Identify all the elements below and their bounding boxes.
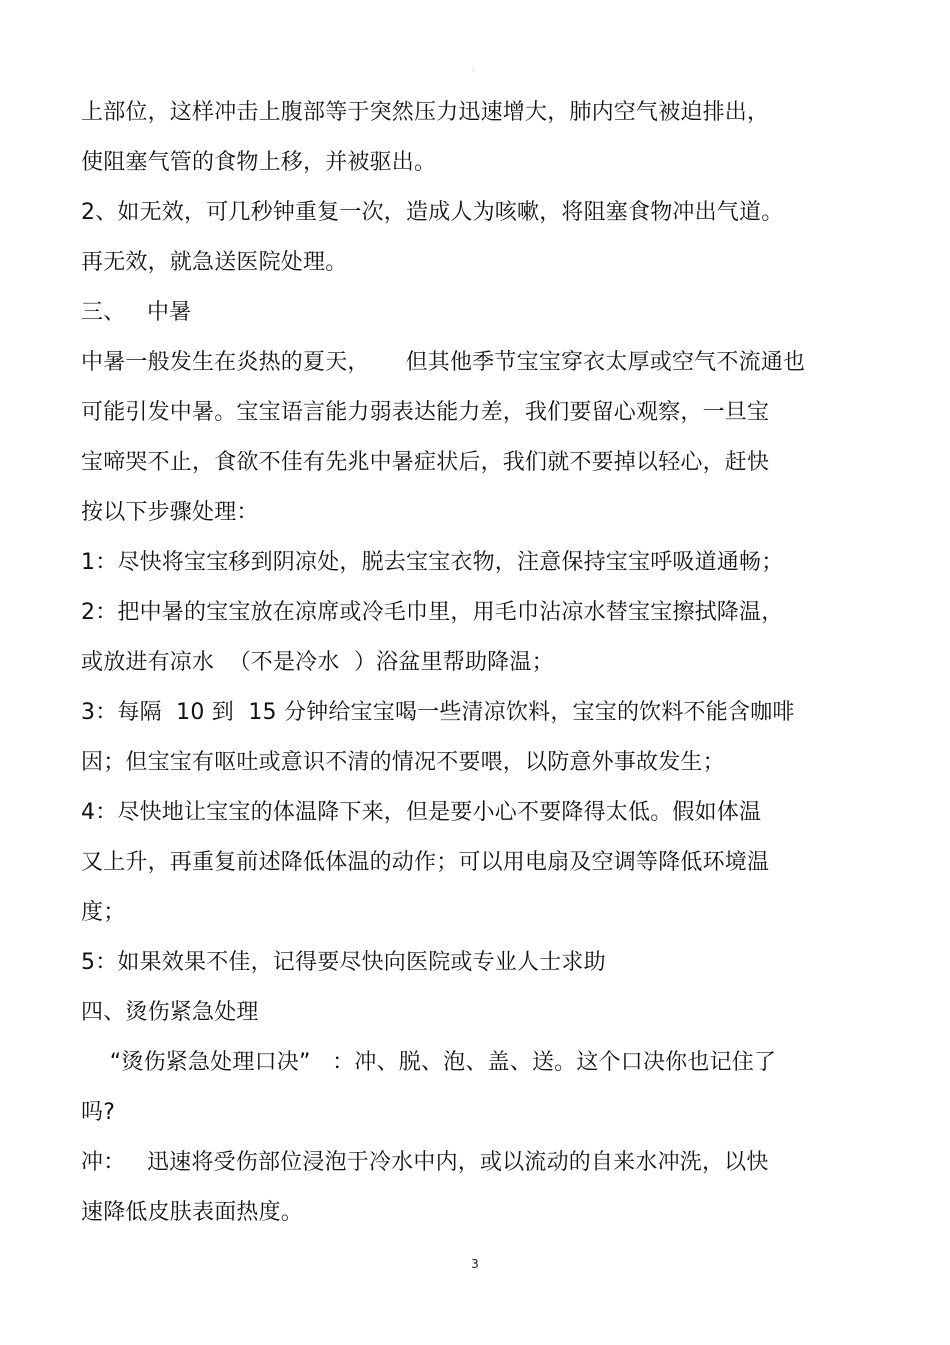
section-heading: 三、 中暑 <box>81 300 192 325</box>
text-line: 使阻塞气管的食物上移，并被驱出。 <box>81 150 437 175</box>
text-line: “烫伤紧急处理口决” ：冲、脱、泡、盖、送。这个口决你也记住了 <box>81 1050 777 1075</box>
text-line: 再无效，就急送医院处理。 <box>81 250 348 275</box>
list-item: 4：尽快地让宝宝的体温降下来，但是要小心不要降得太低。假如体温 <box>81 800 762 825</box>
list-item: 3：每隔 10 到 15 分钟给宝宝喝一些清凉饮料，宝宝的饮料不能含咖啡 <box>81 700 795 725</box>
list-item: 2：把中暑的宝宝放在凉席或冷毛巾里，用毛巾沾凉水替宝宝擦拭降温， <box>81 600 784 625</box>
section-heading: 四、烫伤紧急处理 <box>81 1000 259 1025</box>
text-line: 度； <box>81 900 126 925</box>
text-line: 或放进有凉水 （不是冷水 ）浴盆里帮助降温； <box>81 650 554 675</box>
header-mark: · <box>472 66 475 75</box>
text-line: 又上升，再重复前述降低体温的动作；可以用电扇及空调等降低环境温 <box>81 850 770 875</box>
text-line: 因；但宝宝有呕吐或意识不清的情况不要喂，以防意外事故发生； <box>81 750 725 775</box>
document-body <box>81 88 841 1238</box>
text-line: 中暑一般发生在炎热的夏天， 但其他季节宝宝穿衣太厚或空气不流通也 <box>81 350 806 375</box>
text-line: 宝啼哭不止，食欲不佳有先兆中暑症状后，我们就不要掉以轻心，赶快 <box>81 450 770 475</box>
list-item: 5：如果效果不佳，记得要尽快向医院或专业人士求助 <box>81 950 606 975</box>
text-line: 速降低皮肤表面热度。 <box>81 1200 304 1225</box>
page-number: 3 <box>471 1257 479 1271</box>
list-item: 1：尽快将宝宝移到阴凉处，脱去宝宝衣物，注意保持宝宝呼吸道通畅； <box>81 550 784 575</box>
text-line: 冲： 迅速将受伤部位浸泡于冷水中内，或以流动的自来水冲洗，以快 <box>81 1150 769 1175</box>
text-line: 吗? <box>81 1100 116 1125</box>
text-line: 按以下步骤处理： <box>81 500 259 525</box>
text-line: 2、如无效，可几秒钟重复一次，造成人为咳嗽，将阻塞食物冲出气道。 <box>81 200 784 225</box>
text-line: 可能引发中暑。宝宝语言能力弱表达能力差，我们要留心观察，一旦宝 <box>81 400 770 425</box>
text-line: 上部位，这样冲击上腹部等于突然压力迅速增大，肺内空气被迫排出， <box>81 100 770 125</box>
